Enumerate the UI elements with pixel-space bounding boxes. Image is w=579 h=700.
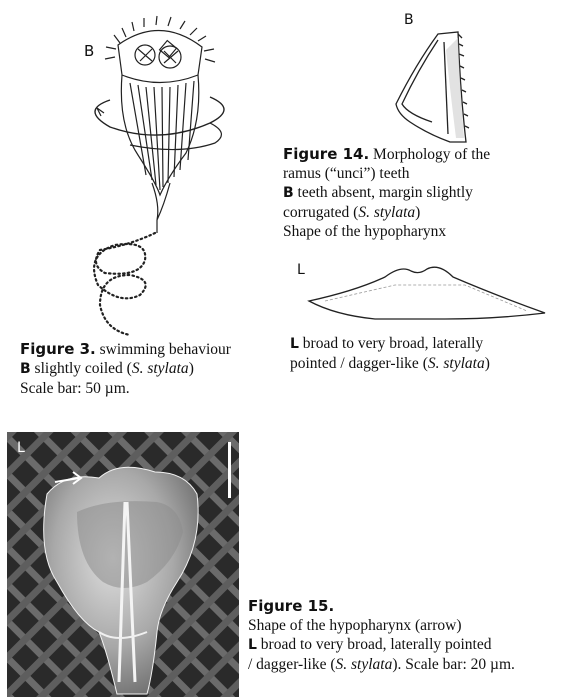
fig14-l-caption (290, 334, 575, 373)
fig14-l-text2: pointed / dagger-like ( (290, 355, 428, 372)
fig15-l-letter: L (248, 637, 257, 653)
fig15-l-text1: broad to very broad, laterally pointed (260, 636, 492, 653)
fig14-l-text1: broad to very broad, laterally (302, 335, 484, 352)
rotifer-swimming-illustration (60, 5, 260, 340)
fig15-line1: Shape of the hypopharynx (arrow) (248, 617, 462, 634)
fig14-panel-l-label: L (297, 262, 305, 278)
fig14-b-letter: B (283, 185, 294, 201)
fig3-caption (20, 340, 290, 398)
fig14-panel-b-label: B (404, 12, 414, 28)
fig15-caption (248, 596, 576, 674)
fig3-b-text: slightly coiled ( (34, 360, 132, 377)
fig14-b-text1: teeth absent, margin slightly (297, 184, 473, 201)
fig14-caption-b: ramus (“unci”) teeth (283, 165, 410, 182)
fig15-l-species: S. stylata (335, 656, 393, 673)
fig3-caption-text: swimming behaviour (99, 341, 231, 358)
fig3-scale: Scale bar: 50 µm. (20, 380, 130, 397)
fig14-caption (283, 145, 573, 241)
fig3-b-letter: B (20, 361, 31, 377)
fig14-l-letter: L (290, 336, 299, 352)
fig14-caption-a: Morphology of the (373, 146, 491, 163)
fig3-b-end: ) (188, 360, 194, 377)
fig14-title: Figure 14. (283, 145, 370, 163)
fig3-panel-label: B (84, 42, 95, 60)
fig3-b-species: S. stylata (131, 360, 189, 377)
fig15-l-end: ). Scale bar: 20 µm. (392, 656, 515, 673)
fig14-b-end: ) (415, 204, 421, 221)
sem-micrograph (7, 432, 239, 697)
fig15-title: Figure 15. (248, 597, 335, 615)
hypopharynx-drawing (295, 255, 555, 323)
fig14-l-species: S. stylata (427, 355, 485, 372)
ramus-teeth-drawing (388, 30, 478, 145)
fig14-b-text2: corrugated ( (283, 204, 359, 221)
fig14-b-species: S. stylata (358, 204, 416, 221)
fig14-hypo-title: Shape of the hypopharynx (283, 223, 447, 240)
fig15-panel-label: L (17, 440, 25, 456)
fig15-l-text2: / dagger-like ( (248, 656, 336, 673)
fig14-l-end: ) (484, 355, 490, 372)
fig3-title: Figure 3. (20, 340, 96, 358)
